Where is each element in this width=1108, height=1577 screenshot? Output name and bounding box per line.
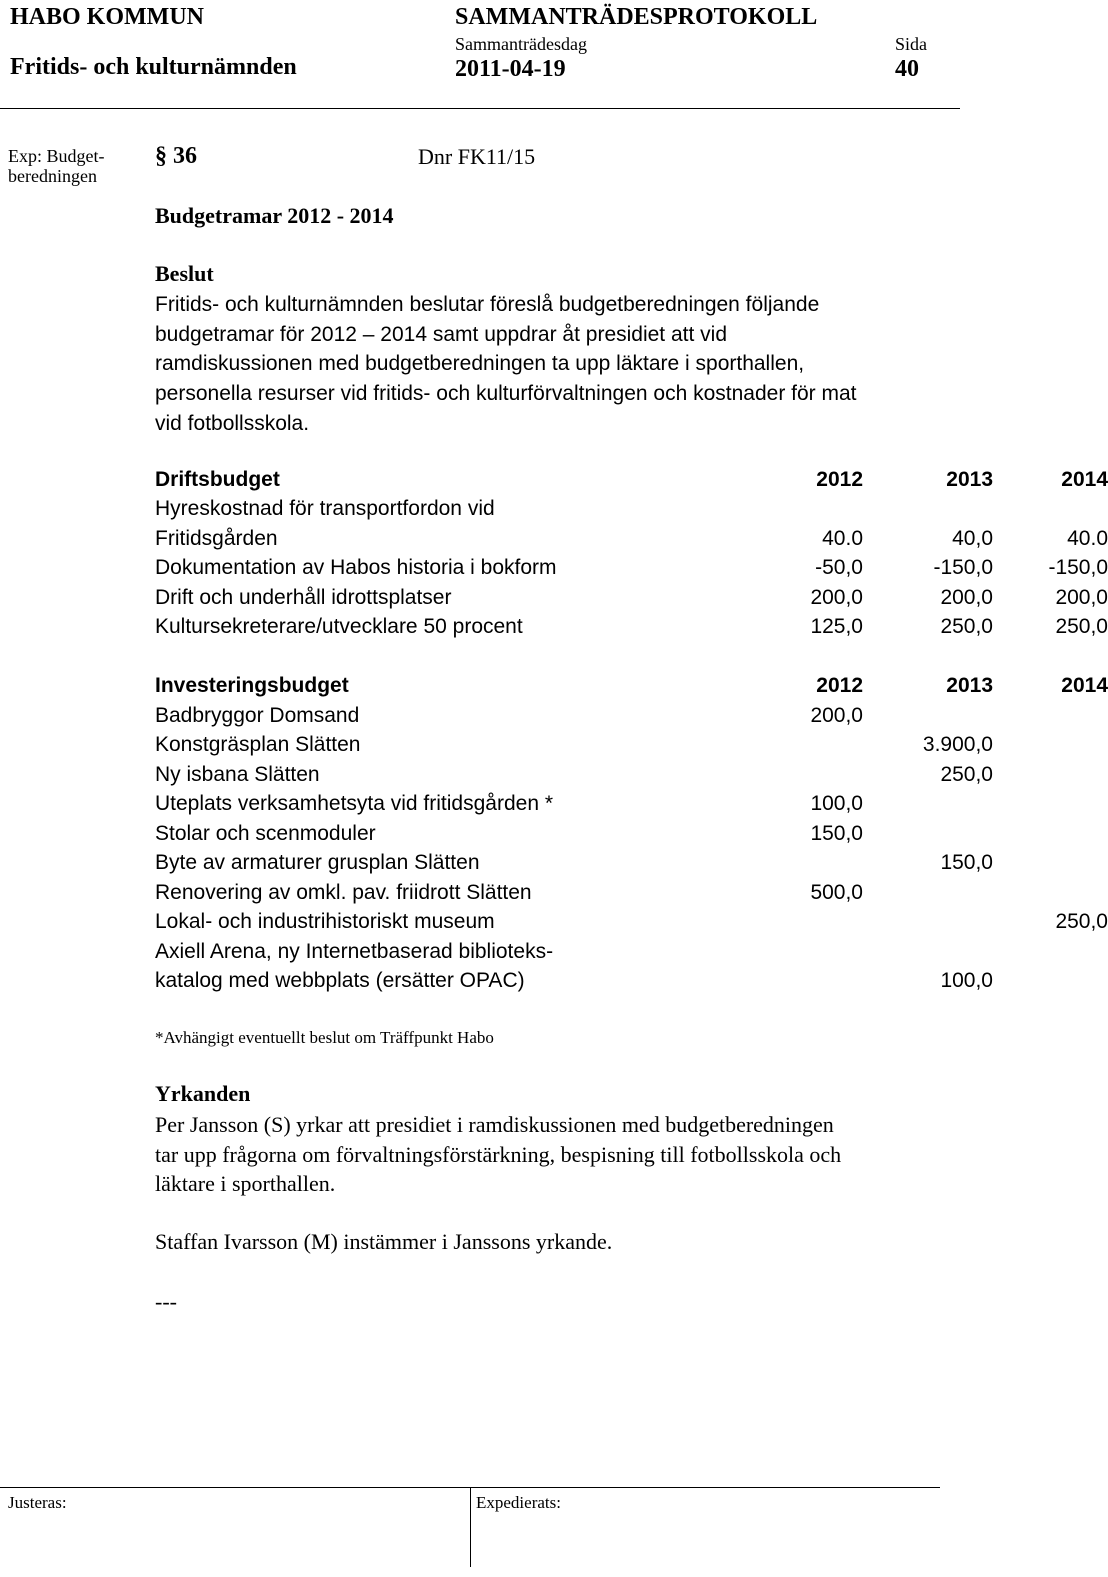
table-row <box>155 910 1108 940</box>
row-label: Ny isbana Slätten <box>155 763 320 786</box>
row-label: Badbryggor Domsand <box>155 704 360 727</box>
value-2012: 40.0 <box>822 527 863 550</box>
year-2013: 2013 <box>946 468 993 491</box>
value-2012: -50,0 <box>815 556 863 579</box>
table-row <box>155 969 993 999</box>
beslut-heading: Beslut <box>155 261 214 286</box>
row-label: Stolar och scenmoduler <box>155 822 376 845</box>
row-label: Fritidsgården <box>155 527 278 550</box>
side-note <box>8 146 105 186</box>
value-2013: -150,0 <box>933 556 993 579</box>
row-label: Kultursekreterare/utvecklare 50 procent <box>155 615 523 638</box>
table-row <box>155 556 1108 586</box>
year-2012: 2012 <box>816 468 863 491</box>
table-row <box>155 586 1108 616</box>
header-divider <box>0 108 960 109</box>
value-2013: 150,0 <box>940 851 993 874</box>
yrkanden-line: Per Jansson (S) yrkar att presidiet i ramdiskussionen med budgetberedningen <box>155 1112 834 1137</box>
footnote: *Avhängigt eventuellt beslut om Träffpunkt Habo <box>155 1028 494 1047</box>
beslut-line: vid fotbollsskola. <box>155 411 310 435</box>
row-label: Hyreskostnad för transportfordon vid <box>155 497 495 520</box>
page-number: 40 <box>895 56 919 82</box>
table-row <box>155 615 1108 645</box>
meeting-date: 2011-04-19 <box>455 56 566 82</box>
value-2012: 200,0 <box>810 704 863 727</box>
value-2014: 200,0 <box>1055 586 1108 609</box>
driftsbudget-heading: Driftsbudget <box>155 468 280 491</box>
beslut-line: budgetramar för 2012 – 2014 samt uppdrar åt presidiet att vid <box>155 322 728 346</box>
table-row <box>155 497 955 527</box>
expedierats-label: Expedierats: <box>476 1493 561 1512</box>
section-title: Budgetramar 2012 - 2014 <box>155 203 394 228</box>
yrkanden-text <box>155 1110 955 1199</box>
end-mark: --- <box>155 1289 177 1314</box>
table-row <box>155 822 955 852</box>
diary-number: Dnr FK11/15 <box>418 144 536 169</box>
value-2012: 150,0 <box>810 822 863 845</box>
table-row <box>155 851 993 881</box>
table-row <box>155 704 955 734</box>
year-2013: 2013 <box>946 674 993 697</box>
value-2012: 100,0 <box>810 792 863 815</box>
row-label: Axiell Arena, ny Internetbaserad biblioteks- <box>155 940 554 963</box>
value-2012: 500,0 <box>810 881 863 904</box>
driftsbudget-header <box>155 468 1108 498</box>
side-note-line: beredningen <box>8 166 97 186</box>
investeringsbudget-heading: Investeringsbudget <box>155 674 349 697</box>
value-2014: -150,0 <box>1048 556 1108 579</box>
row-label: katalog med webbplats (ersätter OPAC) <box>155 969 525 992</box>
value-2012: 125,0 <box>810 615 863 638</box>
beslut-line: Fritids- och kulturnämnden beslutar föreslå budgetberedningen följande <box>155 293 820 316</box>
yrkanden-heading: Yrkanden <box>155 1081 251 1106</box>
committee-name: Fritids- och kulturnämnden <box>10 54 297 80</box>
beslut-line: ramdiskussionen med budgetberedningen ta upp läktare i sporthallen, <box>155 352 805 376</box>
investeringsbudget-header <box>155 674 1108 704</box>
value-2014: 250,0 <box>1055 910 1108 933</box>
municipality-name: HABO KOMMUN <box>10 4 204 30</box>
year-2012: 2012 <box>816 674 863 697</box>
table-row <box>155 527 1108 557</box>
value-2013: 100,0 <box>940 969 993 992</box>
table-row <box>155 881 955 911</box>
year-2014: 2014 <box>1061 468 1108 491</box>
yrkanden-line: tar upp frågorna om förvaltningsförstärkning, bespisning till fotbollsskola och <box>155 1141 842 1167</box>
justeras-label: Justeras: <box>8 1493 67 1512</box>
row-label: Uteplats verksamhetsyta vid fritidsgården * <box>155 792 554 815</box>
year-2014: 2014 <box>1061 674 1108 697</box>
footer-column-divider <box>470 1487 471 1567</box>
yrkanden-line: läktare i sporthallen. <box>155 1171 336 1197</box>
table-row <box>155 763 993 793</box>
value-2014: 250,0 <box>1055 615 1108 638</box>
row-label: Renovering av omkl. pav. friidrott Slätten <box>155 881 532 904</box>
value-2013: 250,0 <box>940 615 993 638</box>
table-row <box>155 792 955 822</box>
table-row <box>155 940 955 970</box>
section-mark: § 36 <box>155 143 197 169</box>
beslut-line: personella resurser vid fritids- och kulturförvaltningen och kostnader för mat <box>155 382 857 406</box>
yrkanden-second: Staffan Ivarsson (M) instämmer i Janssons yrkande. <box>155 1229 613 1254</box>
row-label: Byte av armaturer grusplan Slätten <box>155 851 480 874</box>
beslut-text <box>155 290 955 439</box>
value-2013: 3.900,0 <box>922 733 993 756</box>
value-2012: 200,0 <box>810 586 863 609</box>
value-2013: 200,0 <box>940 586 993 609</box>
row-label: Drift och underhåll idrottsplatser <box>155 586 452 609</box>
value-2013: 40,0 <box>952 527 993 550</box>
protocol-title: SAMMANTRÄDESPROTOKOLL <box>455 4 818 30</box>
meeting-date-label: Sammanträdesdag <box>455 34 587 54</box>
row-label: Dokumentation av Habos historia i bokform <box>155 556 557 579</box>
side-note-line: Exp: Budget- <box>8 146 105 166</box>
row-label: Lokal- och industrihistoriskt museum <box>155 910 495 933</box>
table-row <box>155 733 993 763</box>
value-2014: 40.0 <box>1067 527 1108 550</box>
row-label: Konstgräsplan Slätten <box>155 733 361 756</box>
value-2013: 250,0 <box>940 763 993 786</box>
page-label: Sida <box>895 34 928 54</box>
